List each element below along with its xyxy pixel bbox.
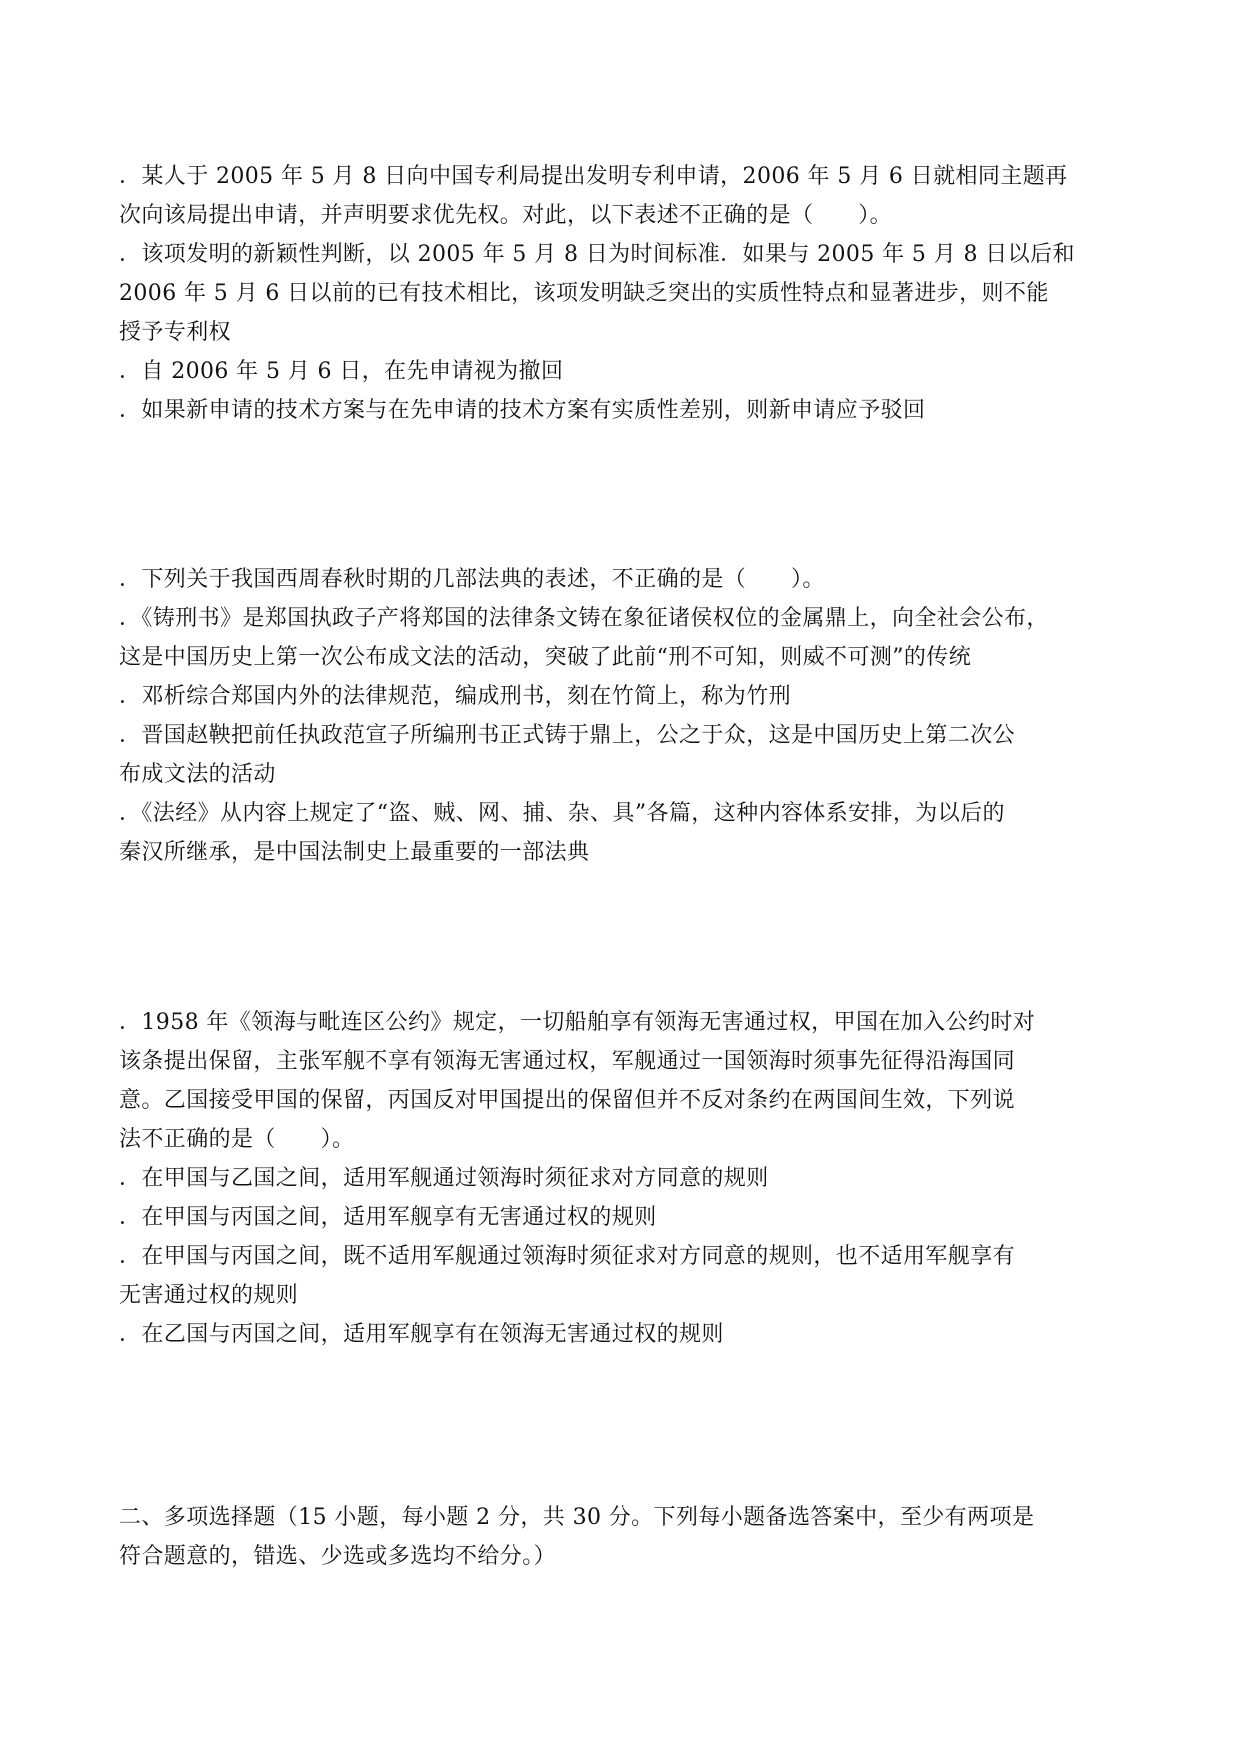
question-3-stem-line: 意。乙国接受甲国的保留，丙国反对甲国提出的保留但并不反对条约在两国间生效，下列说 — [119, 1088, 1016, 1113]
question-3-stem-line: 该条提出保留，主张军舰不享有领海无害通过权，军舰通过一国领海时须事先征得沿海国同 — [119, 1049, 1016, 1074]
section-heading — [119, 1498, 1123, 1576]
option-line: ．晋国赵鞅把前任执政范宣子所编刑书正式铸于鼎上，公之于众，这是中国历史上第二次公 — [119, 723, 1016, 748]
question-2-option-c — [119, 716, 1123, 794]
option-line: 这是中国历史上第一次公布成文法的活动，突破了此前“刑不可知，则威不可测”的传统 — [119, 645, 972, 670]
question-2-option-a — [119, 599, 1123, 677]
question-2-stem — [119, 560, 1123, 599]
question-1-stem — [119, 157, 1123, 235]
section-heading-line: 符合题意的，错选、少选或多选均不给分。） — [119, 1544, 557, 1569]
question-3 — [119, 1003, 1123, 1354]
question-3-option-d — [119, 1315, 1123, 1354]
option-line: ．自 2006 年 5 月 6 日，在先申请视为撤回 — [119, 359, 564, 384]
question-2 — [119, 560, 1123, 872]
option-line: ．如果新申请的技术方案与在先申请的技术方案有实质性差别，则新申请应予驳回 — [119, 398, 926, 423]
question-3-option-a — [119, 1159, 1123, 1198]
question-1-stem-line: 次向该局提出申请，并声明要求优先权。对此，以下表述不正确的是（ ）。 — [119, 203, 893, 228]
option-line: 无害通过权的规则 — [119, 1283, 299, 1308]
question-1-option-c — [119, 391, 1123, 430]
option-line: ．《法经》从内容上规定了“盗、贼、网、捕、杂、具”各篇，这种内容体系安排，为以后的 — [119, 801, 1005, 826]
option-line: 布成文法的活动 — [119, 762, 276, 787]
question-1-stem-line: ．某人于 2005 年 5 月 8 日向中国专利局提出发明专利申请，2006 年 5 月 6 日就相同主题再 — [119, 164, 1068, 189]
question-3-stem-line: 法不正确的是（ ）。 — [119, 1127, 355, 1152]
option-line: 秦汉所继承，是中国法制史上最重要的一部法典 — [119, 840, 590, 865]
option-line: ．《铸刑书》是郑国执政子产将郑国的法律条文铸在象征诸侯权位的金属鼎上，向全社会公布， — [119, 606, 1049, 631]
option-line: ．在乙国与丙国之间，适用军舰享有在领海无害通过权的规则 — [119, 1322, 724, 1347]
option-line: 授予专利权 — [119, 320, 232, 345]
option-line: 2006 年 5 月 6 日以前的已有技术相比，该项发明缺乏突出的实质性特点和显著进步，则不能 — [119, 281, 1049, 306]
option-line: ．该项发明的新颖性判断，以 2005 年 5 月 8 日为时间标准．如果与 2005 年 5 月 8 日以后和 — [119, 242, 1075, 267]
option-line: ．邓析综合郑国内外的法律规范，编成刑书，刻在竹简上，称为竹刑 — [119, 684, 792, 709]
option-line: ．在甲国与乙国之间，适用军舰通过领海时须征求对方同意的规则 — [119, 1166, 769, 1191]
section-heading-line: 二、多项选择题（15 小题，每小题 2 分，共 30 分。下列每小题备选答案中，至少有两项是 — [119, 1505, 1035, 1530]
option-line: ．在甲国与丙国之间，既不适用军舰通过领海时须征求对方同意的规则，也不适用军舰享有 — [119, 1244, 1016, 1269]
question-3-stem — [119, 1003, 1123, 1159]
option-line: ．在甲国与丙国之间，适用军舰享有无害通过权的规则 — [119, 1205, 657, 1230]
question-2-option-d — [119, 794, 1123, 872]
question-3-option-b — [119, 1198, 1123, 1237]
question-3-stem-line: ．1958 年《领海与毗连区公约》规定，一切船舶享有领海无害通过权，甲国在加入公约时对 — [119, 1010, 1036, 1035]
question-1 — [119, 157, 1123, 430]
question-2-option-b — [119, 677, 1123, 716]
question-1-option-b — [119, 352, 1123, 391]
question-1-option-a — [119, 235, 1123, 352]
question-2-stem-line: ．下列关于我国西周春秋时期的几部法典的表述，不正确的是（ ）。 — [119, 567, 825, 592]
question-3-option-c — [119, 1237, 1123, 1315]
